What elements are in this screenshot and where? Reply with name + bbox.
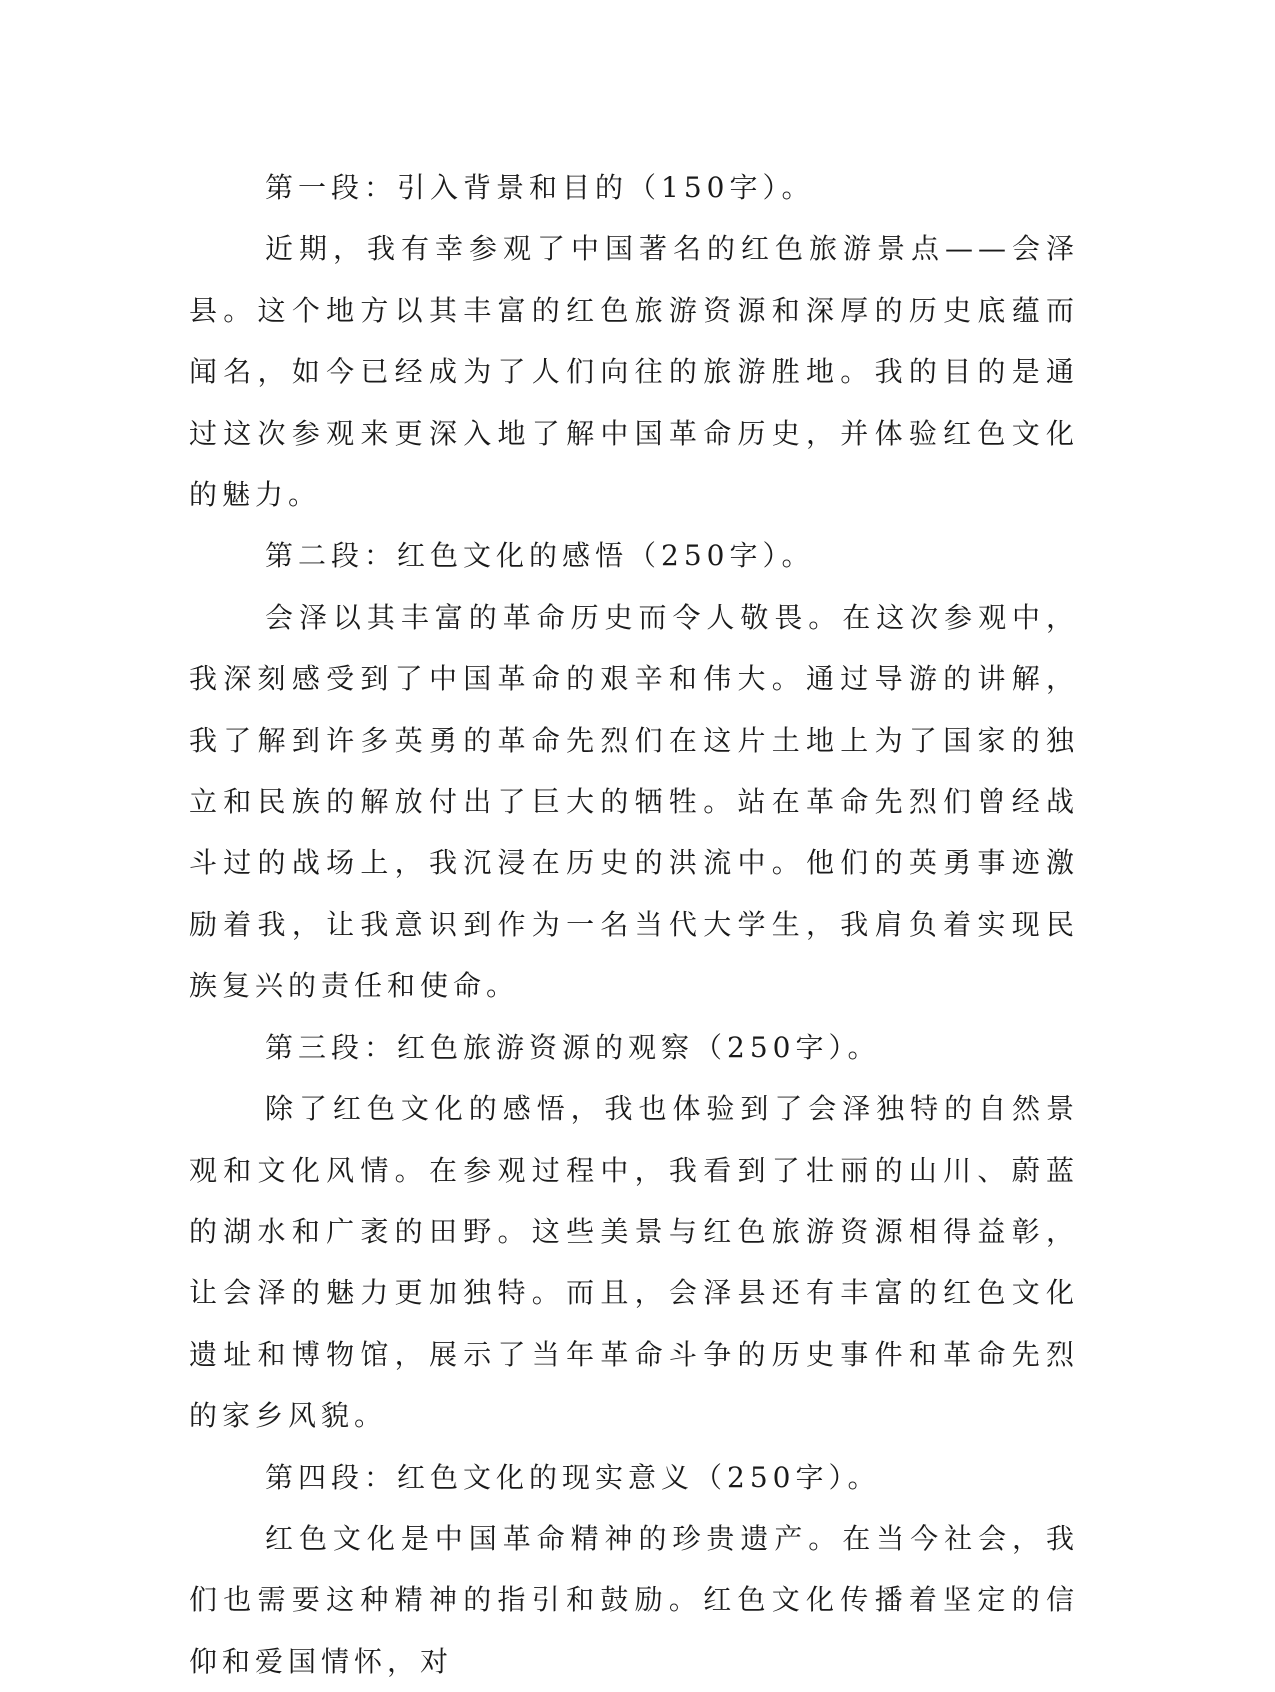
section-heading-3: 第三段：红色旅游资源的观察（250字）。 [265,1030,881,1064]
paragraph-2: 会泽以其丰富的革命历史而令人敬畏。在这次参观中，我深刻感受到了中国革命的艰辛和伟大。通过导游的讲解，我了解到许多英勇的革命先烈们在这片土地上为了国家的独立和民族的解放付出了巨大的牺牲。站在革命先烈们曾经战斗过的战场上，我沉浸在历史的洪流中。他们的英勇事迹激励着我，让我意识到作为一名当代大学生，我肩负着实现民族复兴的责任和使命。 [189,600,1079,1003]
paragraph-4: 红色文化是中国革命精神的珍贵遗产。在当今社会，我们也需要这种精神的指引和鼓励。红色文化传播着坚定的信仰和爱国情怀，对 [189,1521,1079,1678]
section-heading-2: 第二段：红色文化的感悟（250字）。 [265,539,815,573]
document-body [189,157,1079,1692]
paragraph-1: 近期，我有幸参观了中国著名的红色旅游景点——会泽县。这个地方以其丰富的红色旅游资源和深厚的历史底蕴而闻名，如今已经成为了人们向往的旅游胜地。我的目的是通过这次参观来更深入地了解中国革命历史，并体验红色文化的魅力。 [189,232,1079,512]
paragraph-3: 除了红色文化的感悟，我也体验到了会泽独特的自然景观和文化风情。在参观过程中，我看到了壮丽的山川、蔚蓝的湖水和广袤的田野。这些美景与红色旅游资源相得益彰，让会泽的魅力更加独特。而且，会泽县还有丰富的红色文化遗址和博物馆，展示了当年革命斗争的历史事件和革命先烈的家乡风貌。 [189,1092,1079,1433]
section-heading-1: 第一段：引入背景和目的（150字）。 [265,171,815,204]
section-heading-4: 第四段：红色文化的现实意义（250字）。 [265,1460,881,1494]
